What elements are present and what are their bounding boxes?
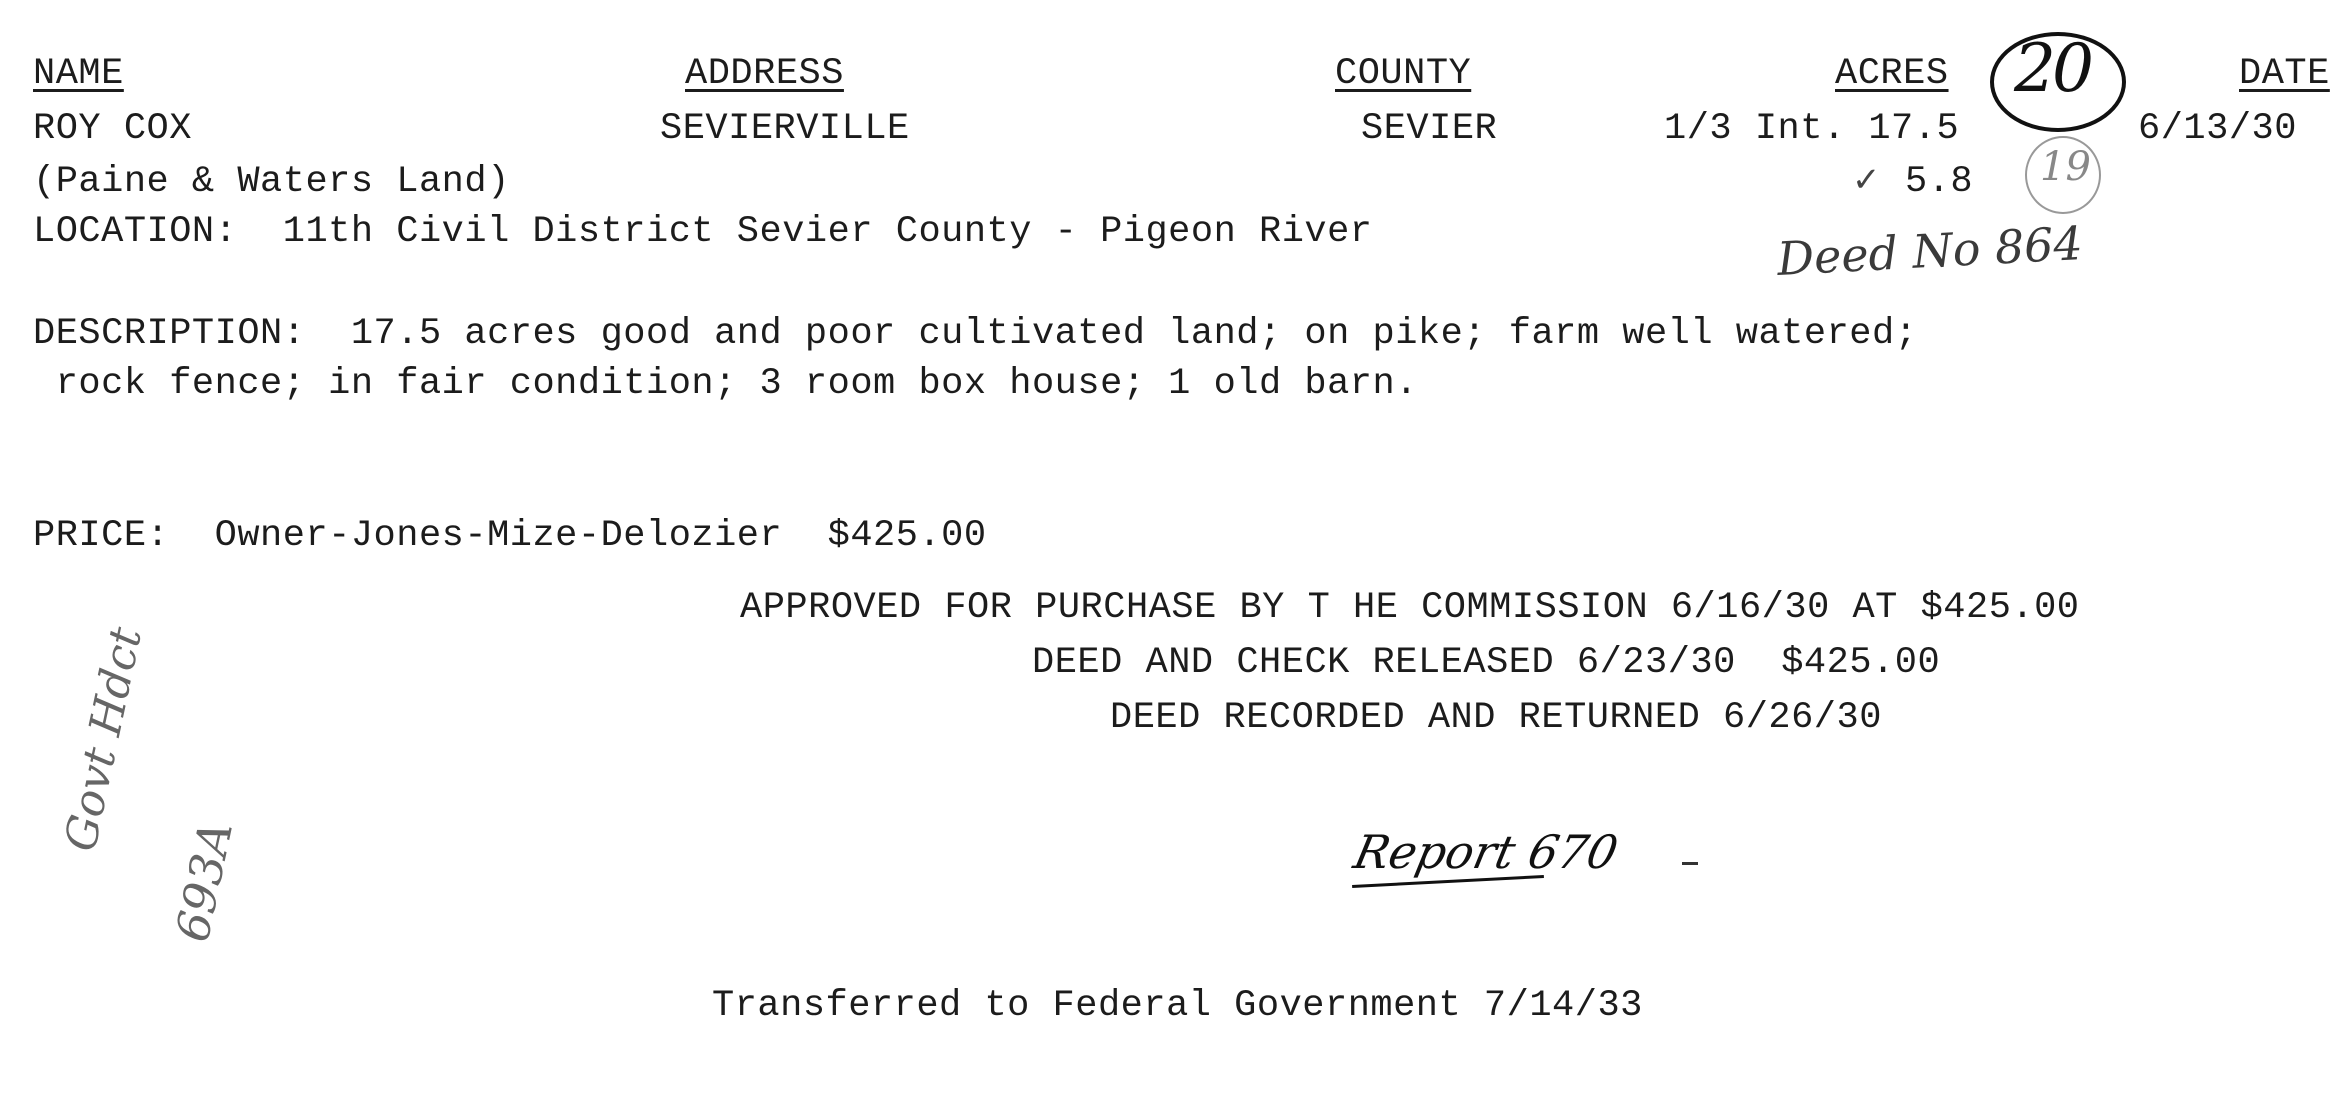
header-address: ADDRESS <box>685 53 844 95</box>
approval-line: APPROVED FOR PURCHASE BY T HE COMMISSION 6/16/30 AT $425.00 <box>740 587 2080 629</box>
header-name: NAME <box>33 53 124 95</box>
signature-trailing-dash <box>1682 862 1698 865</box>
release-line: DEED AND CHECK RELEASED 6/23/30 $425.00 <box>1032 642 1941 684</box>
transfer-line: Transferred to Federal Government 7/14/33 <box>712 985 1643 1027</box>
acres-secondary: 5.8 <box>1905 161 1974 203</box>
county-value: SEVIER <box>1361 108 1498 150</box>
acres-value: 1/3 Int. 17.5 <box>1664 108 1960 150</box>
header-acres: ACRES <box>1835 53 1949 95</box>
recorded-line: DEED RECORDED AND RETURNED 6/26/30 <box>1110 697 1882 739</box>
land-note: (Paine & Waters Land) <box>33 161 510 203</box>
location-line: LOCATION: 11th Civil District Sevier County - Pigeon River <box>33 211 1373 253</box>
circled-number-small-text: 19 <box>2040 144 2091 190</box>
acres-check-mark: ✓ <box>1852 160 1881 200</box>
header-county: COUNTY <box>1335 53 1472 95</box>
description-line-2: rock fence; in fair condition; 3 room box house; 1 old barn. <box>33 363 1418 405</box>
description-line-1: DESCRIPTION: 17.5 acres good and poor cultivated land; on pike; farm well watered; <box>33 313 1918 355</box>
circled-number-large-text: 20 <box>2014 30 2090 107</box>
signature-scrawl: Report 670 <box>1349 825 1623 879</box>
price-line: PRICE: Owner-Jones-Mize-Delozier $425.00 <box>33 515 987 557</box>
header-date: DATE <box>2239 53 2330 95</box>
owner-address: SEVIERVILLE <box>660 108 910 150</box>
margin-note-line-2: 693A <box>165 816 243 947</box>
deed-number-note: Deed No 864 <box>1775 216 2084 286</box>
margin-note-line-1: Govt Hdct <box>55 622 153 856</box>
date-value: 6/13/30 <box>2138 108 2297 150</box>
owner-name: ROY COX <box>33 108 192 150</box>
